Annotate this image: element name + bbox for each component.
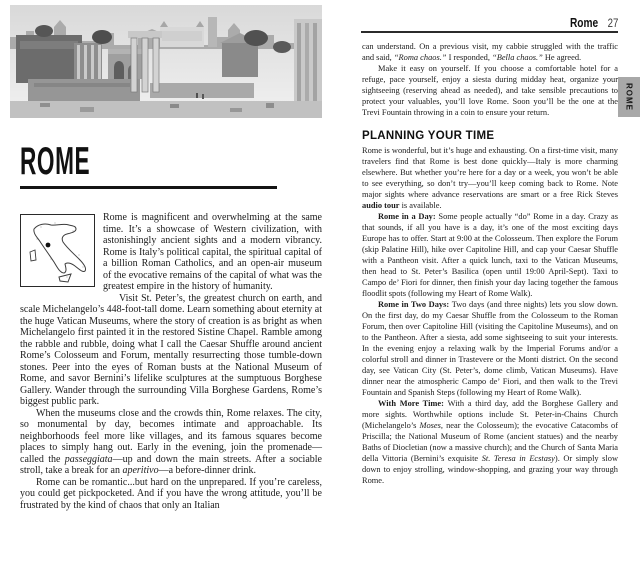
page-title: ROME [20,140,91,183]
paragraph: Visit St. Peter’s, the greatest church on earth, and scale Michelangelo’s 448-foot-tall dome. Learn something about eternity at the huge Vatican Museums, where the story of creation is as bright as when Michelangelo first painted it in the restored Sistine Chapel. Ramble among the rabble and rubble, doing what I call the Caesar Shuffle around ancient Rome’s Colosseum and Forum, mentally resurrecting those tumble-down stones. Peer into the eyes of Roman busts at the National Museum of Rome, and savor Bernini’s lifelike sculptures at the sumptuous Borghese Gallery. Wander through the surrounding Villa Borghese Gardens, Rome’s biggest public park. [20,292,322,407]
title-rule [20,186,277,189]
paragraph: Rome in a Day: Some people actually “do” Rome in a day. Crazy as that sounds, if all you have is a day, it’s one of the most exciting days Europe has to offer. Start at 9:00 at the Colosseum. Then explore the Forum (skip Palatine Hill), hike over Capitoline Hill, and cap your Caesar Shuffle with a Pantheon visit. After a quick lunch, taxi to the Vatican Museums, then head to St. Peter’s Basilica (open until 19:00 April-Sept). Taxi to Campo de’ Fiori for dinner, then finish your day lacing together the famous floodlit spots (following my Heart of Rome Walk). [362,212,618,298]
thumb-tab-label: ROME [624,83,634,111]
paragraph: With More Time: With a third day, add the Borghese Gallery and more sights. Worthwhile options include St. Peter-in-Chains Church (Michelangelo’s Moses, near the Colosseum); the evocative Catacombs of Priscilla; the National Museum of Rome (ancient statues) and the nearby Baths of Diocletian (now a massive church); and the Church of Santa Maria della Vittoria (Bernini’s exquisite St. Teresa in Ecstasy). Or simply slow down to enjoy strolling, window-shopping, and grazing your way through Rome. [362,399,618,485]
running-head-title: Rome [569,15,598,30]
right-intro-paragraphs [362,41,618,118]
italy-map-drawing [21,215,94,286]
paragraph: Rome can be romantic...but hard on the unprepared. If you’re careless, you could get pickpocketed. And if you have the wrong attitude, you’ll be frustrated by the kind of chaos that only an Italian [20,476,322,511]
paragraph: Rome is magnificent and overwhelming at the same time. It’s a showcase of Western civilization, with astonishingly ancient sights and a modern vibrancy. Rome is Italy’s political capital, the spiritual capital of a billion Roman Catholics, and an open-air museum of the evocative remains of the capital of what was the greatest empire in the history of humanity. [103,212,322,292]
running-head-rule [361,31,618,33]
rome-location-dot [46,243,51,248]
italy-locator-map [20,214,95,287]
paragraph: can understand. On a previous visit, my cabbie struggled with the traffic and said, “Roma chaos.” I responded, “Bella chaos.” He agreed. [362,42,618,62]
paragraph: Make it easy on yourself. If you choose a comfortable hotel for a refuge, pace yourself, enjoy a siesta during midday heat, organize your sightseeing (reserving ahead as needed), and take sensible precautions to protect your valuables, you’ll love Rome. Soon you’ll be the one at the Trevi Fountain throwing in a coin to ensure your return. [362,64,618,117]
right-body-text [362,41,618,486]
chapter-thumb-tab [618,77,640,117]
forum-photo [10,5,322,118]
forum-photo-illustration [10,5,322,118]
paragraph: Rome in Two Days: Two days (and three nights) lets you slow down. On the first day, do my Caesar Shuffle from the Colosseum to the Roman Forum, then over Capitoline Hill (visiting the Capitoline Museums), and on to the Pantheon. After a siesta, add some sightseeing to suit your interests. In the evening enjoy a relaxing walk by the Imperial Forums and/or a colorful stroll and dinner in Trastevere or the Monti district. On the second day, see Vatican City (St. Peter’s, dome climb, Vatican Museums). Have dinner near the atmospheric Campo de’ Fiori, and then walk to the Trevi Fountain and Spanish Steps (following my Heart of Rome Walk). [362,300,618,397]
paragraph: When the museums close and the crowds thin, Rome relaxes. The city, so monumental by day, becomes intimate and approachable. Its neighborhoods feel more like villages, and its famous squares become places to simply hang out. Early in the evening, join the promenade—called the passeggiata—up and down the main streets. After a sociable stroll, take a break for an aperitivo—a before-dinner drink. [20,407,322,476]
page-right [362,0,618,568]
running-head [562,15,618,30]
paragraph: Rome is wonderful, but it’s huge and exhausting. On a first-time visit, many travelers find that Rome is best done quickly—Italy is more charming elsewhere. But whether you’re here for a day or a week, you won’t be able to see everything, so don’t try—you’ll keep coming back to Rome. Note major sights where advance reservations are smart or a free Rick Steves audio tour is available. [362,146,618,210]
section-heading-planning-your-time: PLANNING YOUR TIME [362,130,495,142]
left-body-text [20,212,322,511]
running-head-page-number: 27 [607,16,618,30]
planning-your-time-paragraphs [362,145,618,486]
